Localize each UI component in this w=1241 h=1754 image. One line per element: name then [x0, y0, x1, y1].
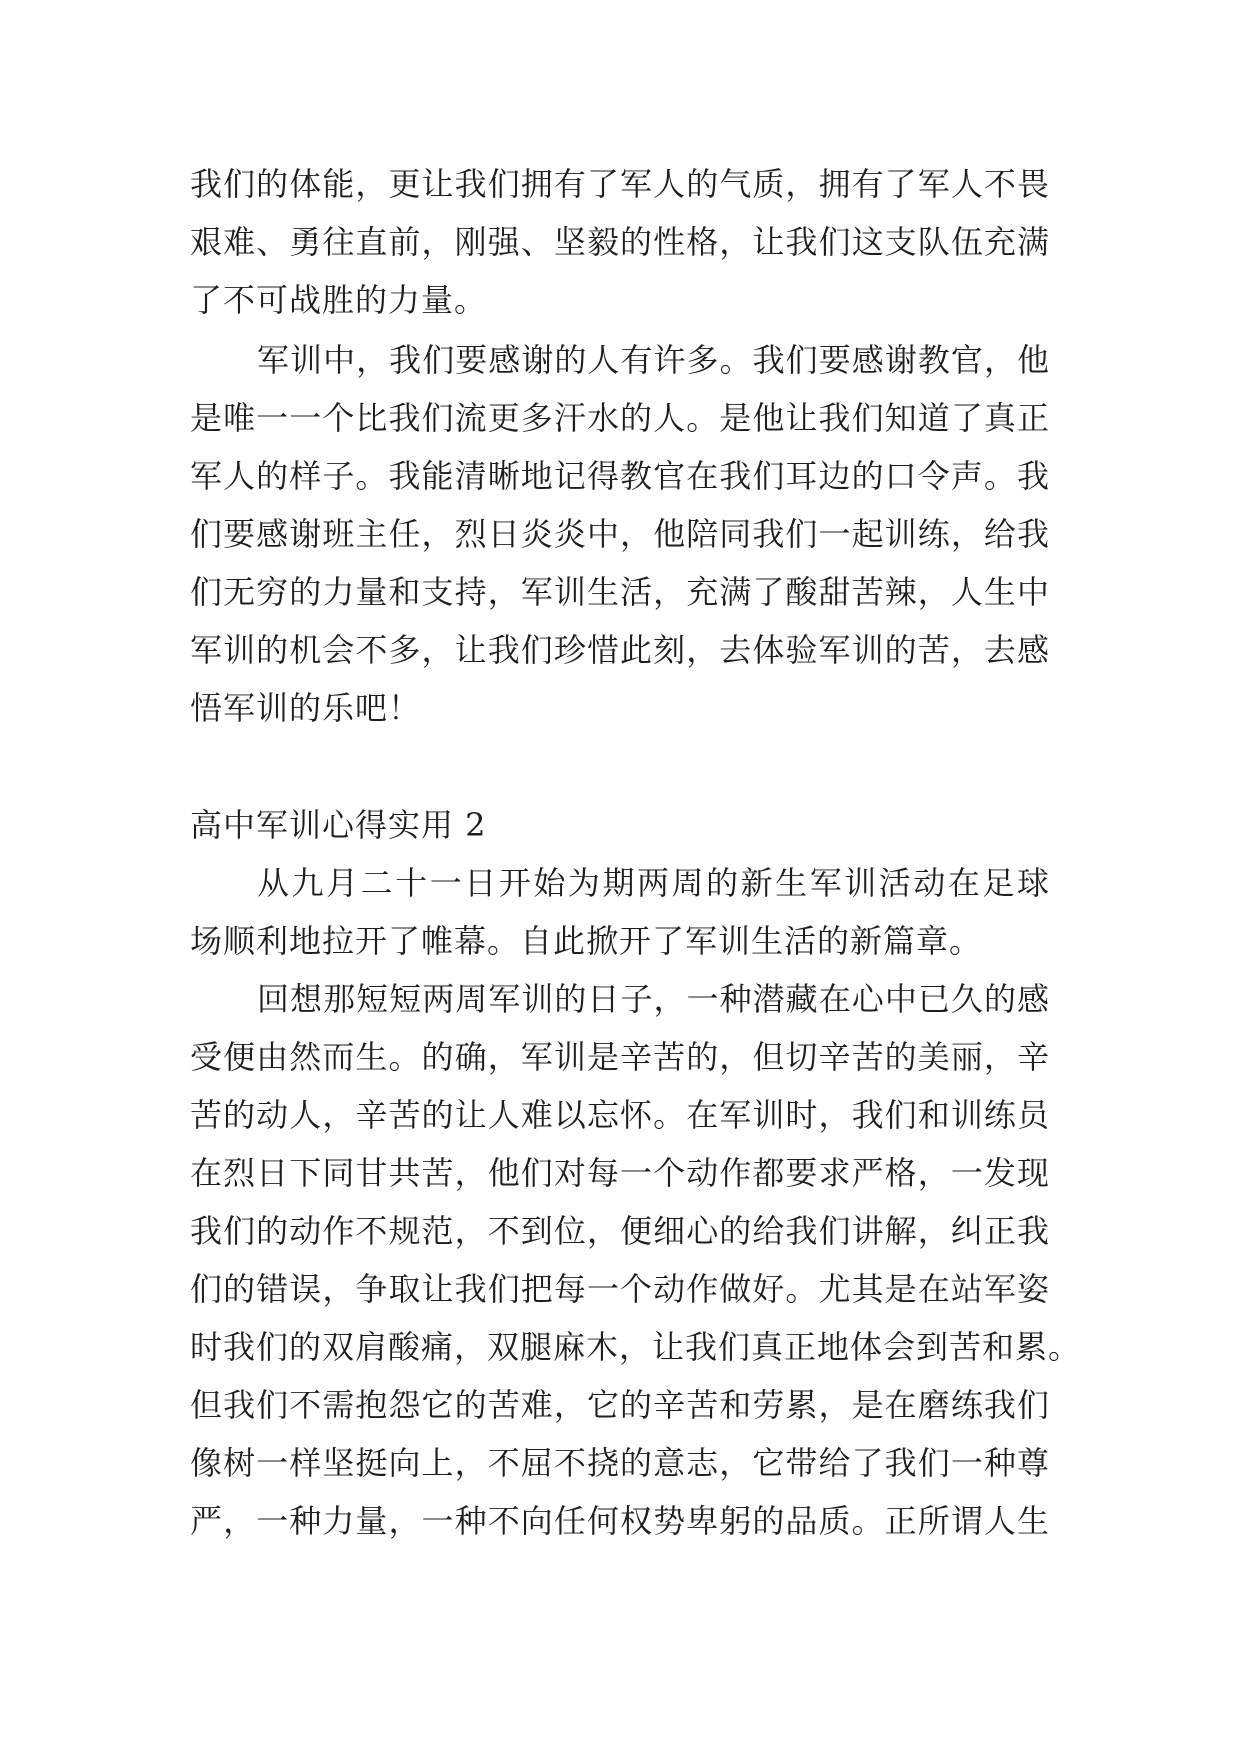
text-line: 是唯一一个比我们流更多汗水的人。是他让我们知道了真正 — [190, 399, 1050, 437]
text-line: 苦的动人，辛苦的让人难以忘怀。在军训时，我们和训练员 — [190, 1096, 1050, 1134]
text-line: 我们的体能，更让我们拥有了军人的气质，拥有了军人不畏 — [190, 165, 1050, 203]
text-line: 从九月二十一日开始为期两周的新生军训活动在足球 — [257, 864, 1050, 902]
text-line: 像树一样坚挺向上，不屈不挠的意志，它带给了我们一种尊 — [190, 1444, 1050, 1482]
text-line: 们要感谢班主任，烈日炎炎中，他陪同我们一起训练，给我 — [190, 515, 1050, 553]
text-line: 我们的动作不规范，不到位，便细心的给我们讲解，纠正我 — [190, 1212, 1050, 1250]
text-line: 军训中，我们要感谢的人有许多。我们要感谢教官，他 — [257, 341, 1050, 379]
text-line: 严，一种力量，一种不向任何权势卑躬的品质。正所谓人生 — [190, 1502, 1050, 1540]
text-line: 艰难、勇往直前，刚强、坚毅的性格，让我们这支队伍充满 — [190, 223, 1050, 261]
text-line: 军训的机会不多，让我们珍惜此刻，去体验军训的苦，去感 — [190, 631, 1050, 669]
text-line: 但我们不需抱怨它的苦难，它的辛苦和劳累，是在磨练我们 — [190, 1386, 1050, 1424]
text-line: 们无穷的力量和支持，军训生活，充满了酸甜苦辣，人生中 — [190, 573, 1050, 611]
section-heading: 高中军训心得实用 2 — [190, 806, 487, 844]
text-line: 军人的样子。我能清晰地记得教官在我们耳边的口令声。我 — [190, 457, 1050, 495]
text-line: 了不可战胜的力量。 — [190, 281, 488, 319]
text-line: 悟军训的乐吧！ — [190, 689, 422, 727]
text-line: 时我们的双肩酸痛，双腿麻木，让我们真正地体会到苦和累。 — [190, 1328, 1082, 1366]
text-line: 在烈日下同甘共苦，他们对每一个动作都要求严格，一发现 — [190, 1154, 1050, 1192]
text-line: 回想那短短两周军训的日子，一种潜藏在心中已久的感 — [257, 980, 1050, 1018]
text-line: 场顺利地拉开了帷幕。自此掀开了军训生活的新篇章。 — [190, 922, 983, 960]
text-line: 受便由然而生。的确，军训是辛苦的，但切辛苦的美丽，辛 — [190, 1038, 1050, 1076]
text-line: 们的错误，争取让我们把每一个动作做好。尤其是在站军姿 — [190, 1270, 1050, 1308]
